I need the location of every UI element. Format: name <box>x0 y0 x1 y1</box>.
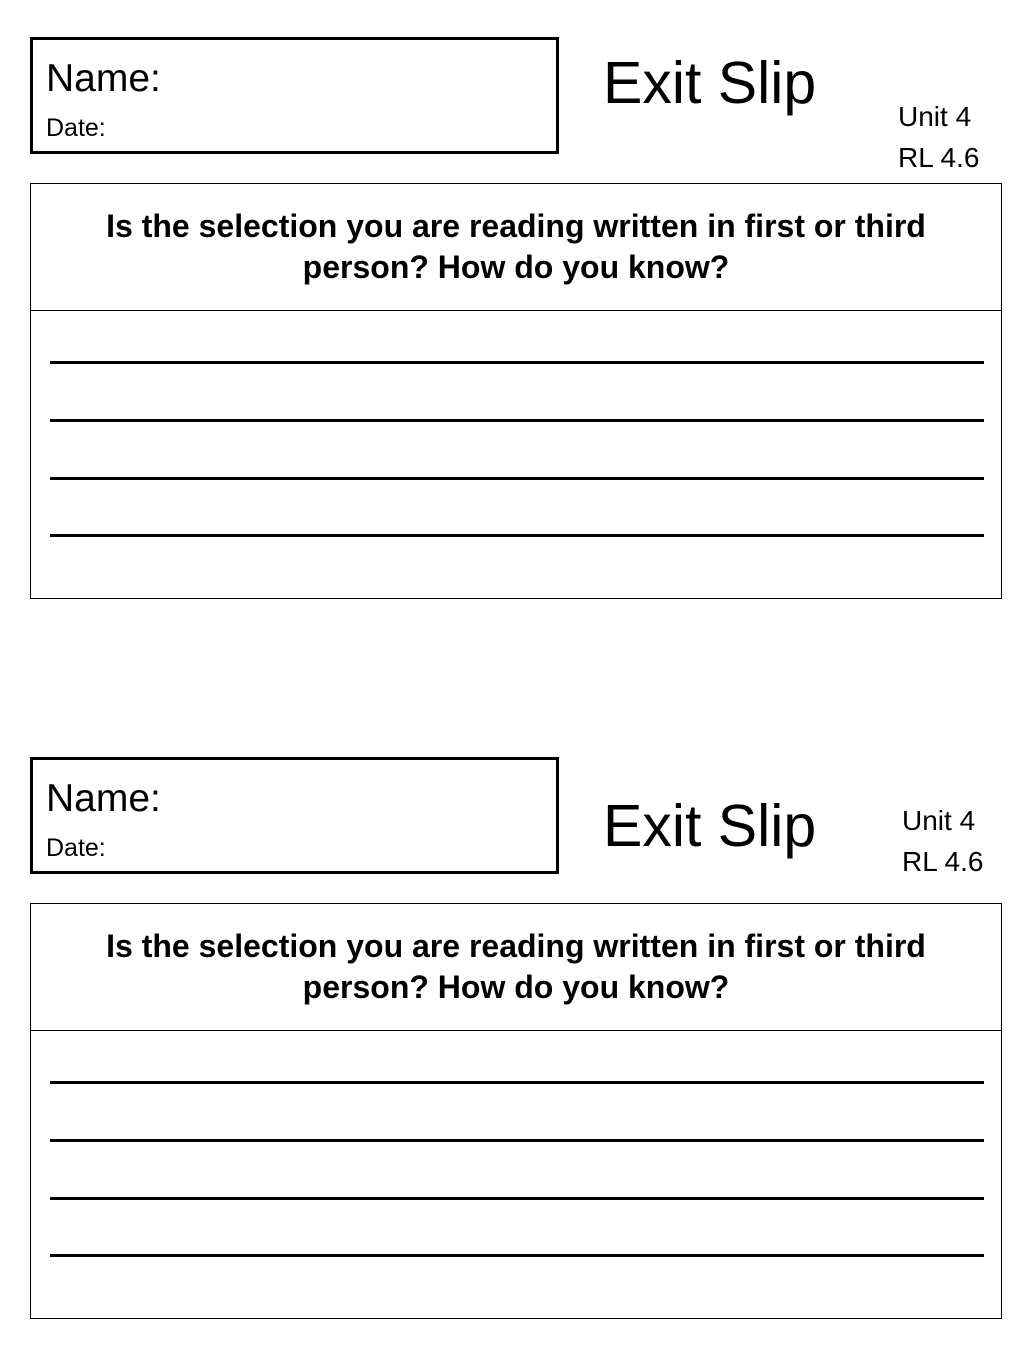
answer-line <box>50 419 984 422</box>
date-label: Date: <box>46 114 106 142</box>
exit-slip-1 <box>0 0 1024 600</box>
unit-label: Unit 4 <box>902 805 976 836</box>
exit-slip-2 <box>0 720 1024 1320</box>
answer-line <box>50 477 984 480</box>
answer-line <box>50 1197 984 1200</box>
answer-line <box>50 534 984 537</box>
answer-line <box>50 1081 984 1084</box>
slip-title: Exit Slip <box>603 50 817 116</box>
name-label: Name: <box>46 777 161 820</box>
unit-info <box>898 96 979 178</box>
answer-line <box>50 1254 984 1257</box>
question-text: Is the selection you are reading written in first or third person? How do you know? <box>31 904 1001 1031</box>
answer-line <box>50 361 984 364</box>
name-label: Name: <box>46 57 161 100</box>
date-label: Date: <box>46 834 106 862</box>
answer-line <box>50 1139 984 1142</box>
question-text: Is the selection you are reading written in first or third person? How do you know? <box>31 184 1001 311</box>
standard-label: RL 4.6 <box>898 142 980 173</box>
unit-label: Unit 4 <box>898 101 972 132</box>
question-table <box>30 903 1002 1319</box>
slip-title: Exit Slip <box>603 793 817 859</box>
standard-label: RL 4.6 <box>902 846 984 877</box>
unit-info <box>902 800 983 882</box>
name-date-box <box>30 757 559 874</box>
name-date-box <box>30 37 559 154</box>
question-table <box>30 183 1002 599</box>
